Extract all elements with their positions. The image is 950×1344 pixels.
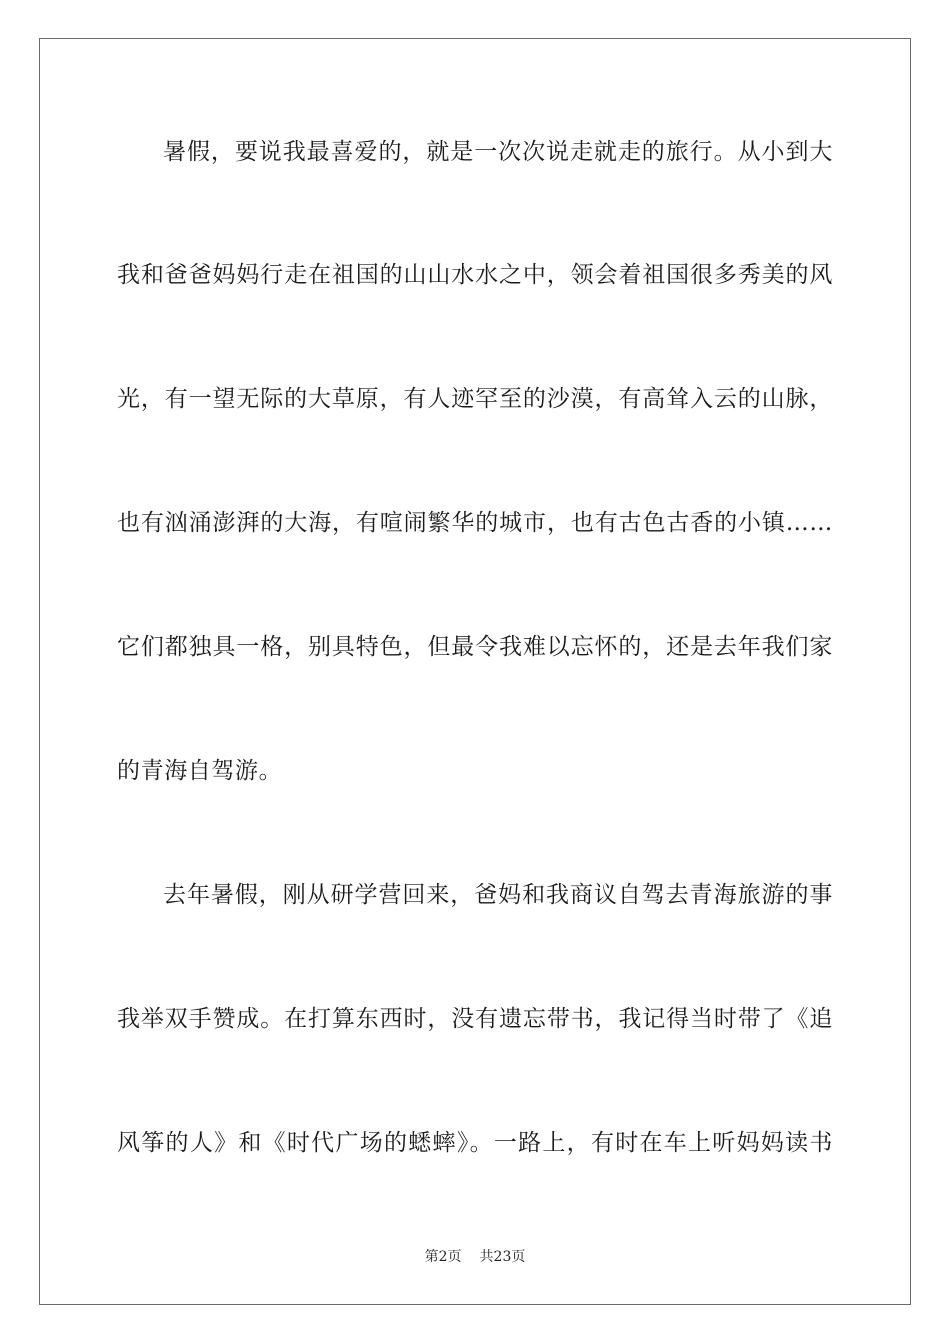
paragraph-1-line-3: 光，有一望无际的大草原，有人迹罕至的沙漠，有高耸入云的山脉， [117,386,833,412]
page-footer [0,1248,950,1266]
paragraph-1-line-4: 也有汹涌澎湃的大海，有喧闹繁华的城市，也有古色古香的小镇…… [117,510,833,536]
paragraph-2-line-3: 风筝的人》和《时代广场的蟋蟀》。一路上，有时在车上听妈妈读书 [117,1130,833,1156]
paragraph-1-line-1: 暑假，要说我最喜爱的，就是一次次说走就走的旅行。从小到大 [163,139,833,165]
total-pages: 共23页 [479,1249,526,1265]
paragraph-1-line-5: 它们都独具一格，别具特色，但最令我难以忘怀的，还是去年我们家 [117,634,833,660]
page-number: 第2页 [424,1249,462,1265]
paragraph-1-line-6: 的青海自驾游。 [117,758,283,784]
paragraph-1-line-2: 我和爸爸妈妈行走在祖国的山山水水之中，领会着祖国很多秀美的风 [117,262,833,288]
paragraph-2-line-1: 去年暑假，刚从研学营回来，爸妈和我商议自驾去青海旅游的事 [163,882,833,908]
paragraph-2-line-2: 我举双手赞成。在打算东西时，没有遗忘带书，我记得当时带了《追 [117,1006,833,1032]
page-border [39,38,911,1305]
